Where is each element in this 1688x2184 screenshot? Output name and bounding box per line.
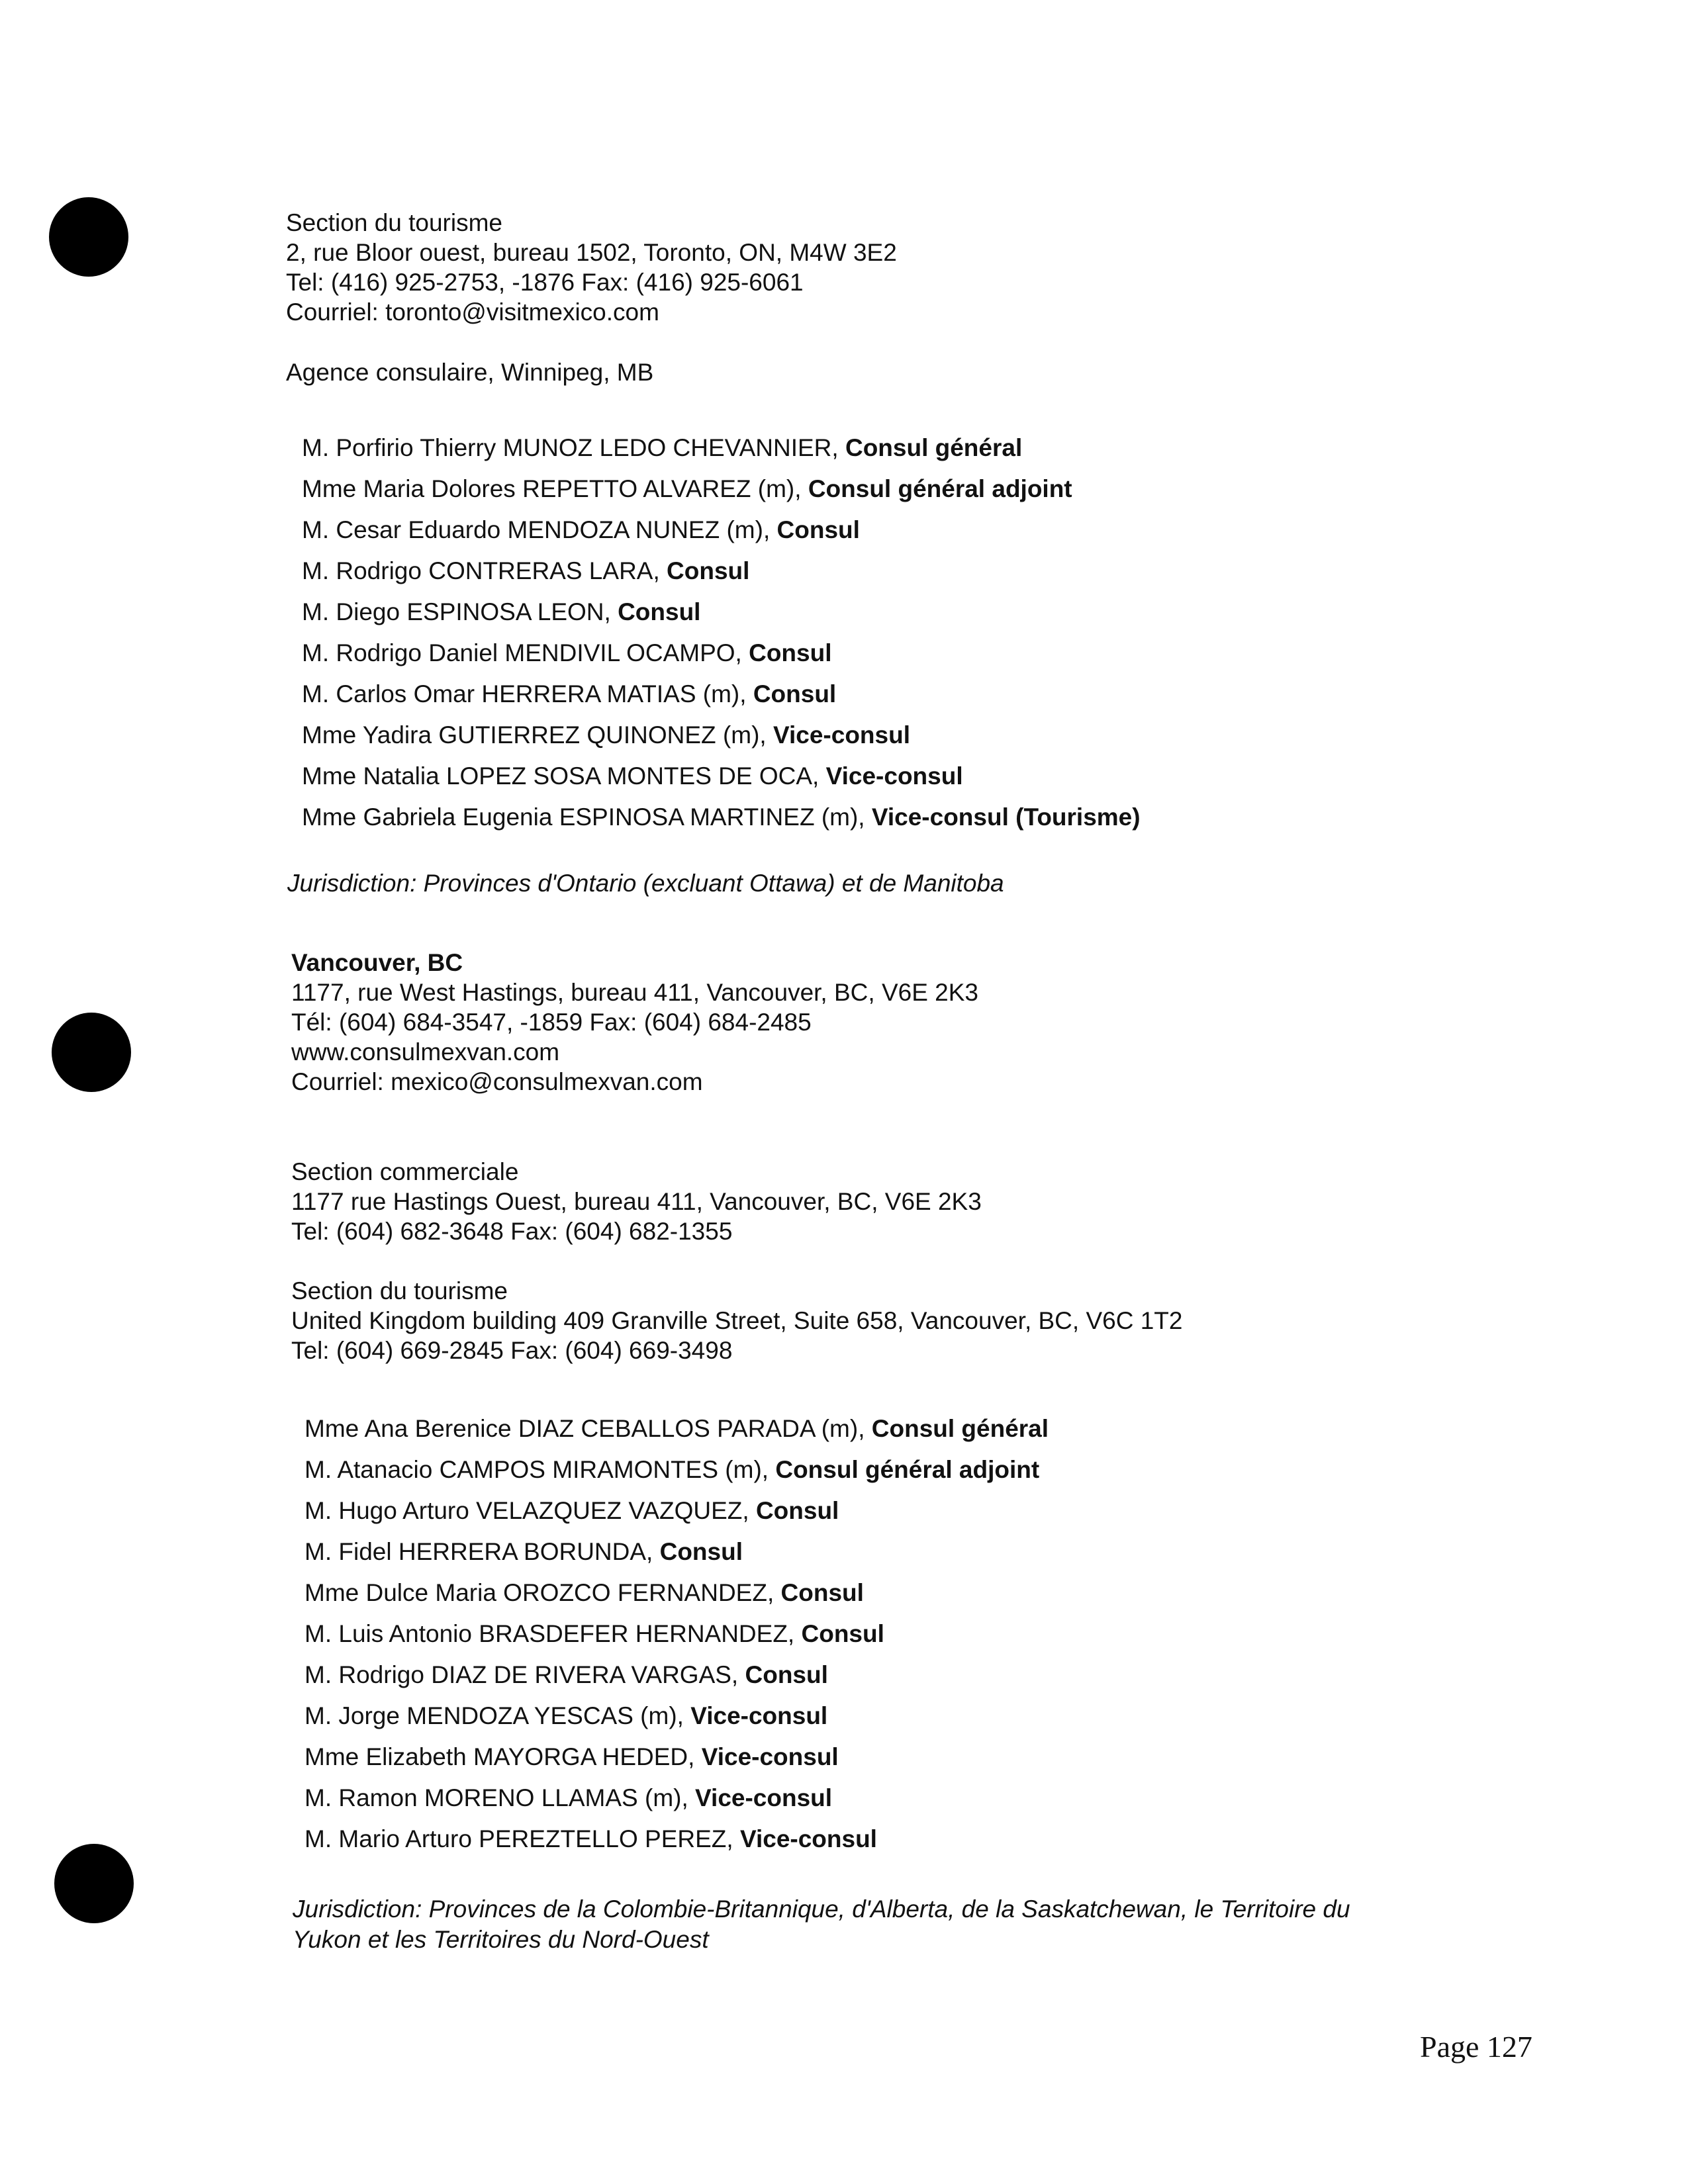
toronto-jurisdiction: Jurisdiction: Provinces d'Ontario (excluant Ottawa) et de Manitoba (287, 870, 1004, 897)
vancouver-jurisdiction (293, 1894, 1350, 1955)
staff-name: Mme Ana Berenice DIAZ CEBALLOS PARADA (m), (305, 1415, 872, 1442)
phone-fax-line: Tel: (604) 682-3648 Fax: (604) 682-1355 (291, 1218, 733, 1245)
email-line: Courriel: toronto@visitmexico.com (286, 298, 659, 326)
staff-title: Consul (776, 516, 860, 543)
staff-name: Mme Dulce Maria OROZCO FERNANDEZ, (305, 1579, 781, 1606)
jurisdiction-line: Jurisdiction: Provinces de la Colombie-Britannique, d'Alberta, de la Saskatchewan, le Territoire du (293, 1895, 1350, 1923)
staff-name: M. Cesar Eduardo MENDOZA NUNEZ (m), (302, 516, 777, 543)
staff-name: M. Atanacio CAMPOS MIRAMONTES (m), (305, 1456, 776, 1483)
staff-name: Mme Natalia LOPEZ SOSA MONTES DE OCA, (302, 762, 826, 790)
staff-name: M. Carlos Omar HERRERA MATIAS (m), (302, 680, 753, 707)
staff-title: Consul (667, 557, 750, 584)
staff-name: M. Porfirio Thierry MUNOZ LEDO CHEVANNIER, (302, 434, 845, 461)
staff-title: Vice-consul (825, 762, 963, 790)
staff-title: Consul général adjoint (808, 475, 1072, 502)
staff-title: Consul (659, 1538, 743, 1565)
winnipeg-consular-agency (286, 357, 653, 387)
consulate-heading: Vancouver, BC (291, 949, 463, 976)
section-label: Section du tourisme (291, 1277, 508, 1304)
phone-fax-line: Tél: (604) 684-3547, -1859 Fax: (604) 684-2485 (291, 1009, 812, 1036)
staff-name: M. Luis Antonio BRASDEFER HERNANDEZ, (305, 1620, 802, 1647)
punch-hole-top (49, 197, 128, 277)
punch-hole-bottom (54, 1844, 134, 1923)
staff-name: Mme Yadira GUTIERREZ QUINONEZ (m), (302, 721, 773, 749)
staff-title: Consul (753, 680, 837, 707)
staff-row (305, 1783, 1049, 1824)
staff-title: Consul (618, 598, 701, 625)
staff-row (305, 1742, 1049, 1783)
staff-title: Consul (780, 1579, 864, 1606)
vancouver-commercial-section (291, 1157, 982, 1246)
staff-title: Consul général (871, 1415, 1049, 1442)
phone-fax-line: Tel: (604) 669-2845 Fax: (604) 669-3498 (291, 1337, 733, 1364)
address-line: 2, rue Bloor ouest, bureau 1502, Toronto, ON, M4W 3E2 (286, 239, 897, 266)
page-number: Page 127 (1420, 2030, 1532, 2064)
staff-name: M. Rodrigo Daniel MENDIVIL OCAMPO, (302, 639, 749, 666)
toronto-staff-list (302, 433, 1141, 843)
email-line: Courriel: mexico@consulmexvan.com (291, 1068, 703, 1095)
staff-title: Vice-consul (695, 1784, 833, 1811)
staff-name: M. Jorge MENDOZA YESCAS (m), (305, 1702, 691, 1729)
section-label: Section du tourisme (286, 209, 503, 236)
staff-name: Mme Maria Dolores REPETTO ALVAREZ (m), (302, 475, 808, 502)
staff-row (302, 515, 1141, 556)
staff-name: Mme Gabriela Eugenia ESPINOSA MARTINEZ (m), (302, 803, 872, 831)
jurisdiction-line: Yukon et les Territoires du Nord-Ouest (293, 1926, 709, 1953)
staff-row (302, 802, 1141, 843)
vancouver-tourism-section (291, 1276, 1182, 1365)
vancouver-consulate (291, 948, 978, 1097)
staff-title: Consul général adjoint (775, 1456, 1040, 1483)
staff-row (305, 1537, 1049, 1578)
staff-title: Vice-consul (690, 1702, 828, 1729)
punch-hole-middle (52, 1013, 131, 1092)
phone-fax-line: Tel: (416) 925-2753, -1876 Fax: (416) 925-6061 (286, 269, 804, 296)
staff-title: Vice-consul (701, 1743, 839, 1770)
staff-row (302, 720, 1141, 761)
address-line: 1177 rue Hastings Ouest, bureau 411, Vancouver, BC, V6E 2K3 (291, 1188, 982, 1215)
staff-row (305, 1414, 1049, 1455)
staff-name: M. Mario Arturo PEREZTELLO PEREZ, (305, 1825, 740, 1852)
staff-row (302, 638, 1141, 679)
staff-title: Vice-consul (Tourisme) (871, 803, 1141, 831)
staff-name: M. Fidel HERRERA BORUNDA, (305, 1538, 660, 1565)
website-line: www.consulmexvan.com (291, 1038, 560, 1066)
staff-row (302, 761, 1141, 802)
staff-row (305, 1496, 1049, 1537)
toronto-tourism-section (286, 208, 897, 327)
address-line: 1177, rue West Hastings, bureau 411, Vancouver, BC, V6E 2K3 (291, 979, 978, 1006)
address-line: United Kingdom building 409 Granville Street, Suite 658, Vancouver, BC, V6C 1T2 (291, 1307, 1183, 1334)
staff-title: Consul (801, 1620, 884, 1647)
agency-label: Agence consulaire, Winnipeg, MB (286, 359, 654, 386)
staff-row (302, 679, 1141, 720)
staff-title: Consul général (845, 434, 1023, 461)
staff-row (302, 597, 1141, 638)
staff-row (305, 1578, 1049, 1619)
staff-row (305, 1619, 1049, 1660)
staff-name: M. Hugo Arturo VELAZQUEZ VAZQUEZ, (305, 1497, 756, 1524)
staff-row (302, 433, 1141, 474)
staff-row (305, 1455, 1049, 1496)
vancouver-staff-list (305, 1414, 1049, 1865)
staff-name: M. Rodrigo DIAZ DE RIVERA VARGAS, (305, 1661, 745, 1688)
staff-name: Mme Elizabeth MAYORGA HEDED, (305, 1743, 702, 1770)
staff-row (302, 556, 1141, 597)
staff-name: M. Ramon MORENO LLAMAS (m), (305, 1784, 696, 1811)
staff-title: Consul (755, 1497, 839, 1524)
staff-row (305, 1660, 1049, 1701)
staff-title: Vice-consul (773, 721, 910, 749)
staff-title: Vice-consul (739, 1825, 877, 1852)
staff-row (305, 1701, 1049, 1742)
staff-name: M. Rodrigo CONTRERAS LARA, (302, 557, 667, 584)
staff-title: Consul (749, 639, 832, 666)
section-label: Section commerciale (291, 1158, 519, 1185)
staff-row (305, 1824, 1049, 1865)
staff-row (302, 474, 1141, 515)
staff-title: Consul (745, 1661, 828, 1688)
staff-name: M. Diego ESPINOSA LEON, (302, 598, 618, 625)
